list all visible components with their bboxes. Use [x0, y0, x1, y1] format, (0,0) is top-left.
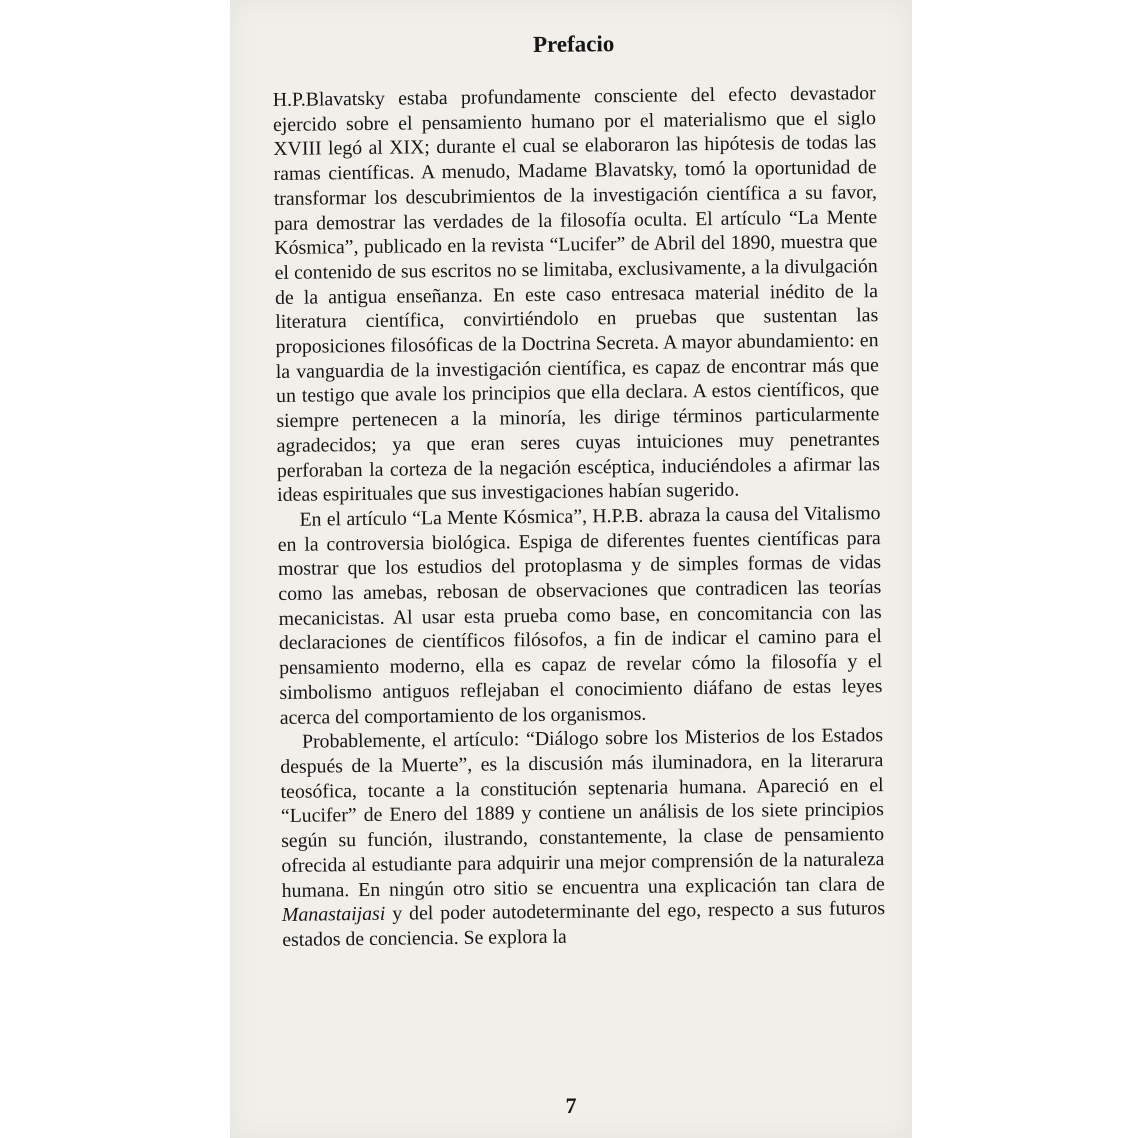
page-content — [272, 27, 885, 952]
paragraph-1: H.P.Blavatsky estaba profundamente consciente del efecto devastador ejercido sobre el pensamiento humano por el materialismo que el siglo XVIII legó al XIX; durante el cual se elaboraron las hipótesis de todas las ramas científicas. A menudo, Madame Blavatsky, tomó la oportunidad de transformar los descubrimientos de la investigación científica a su favor, para demostrar las verdades de la filosofía oculta. El artículo “La Mente Kósmica”, publicado en la revista “Lucifer” de Abril del 1890, muestra que el contenido de sus escritos no se limitaba, exclusivamente, a la divulgación de la antigua enseñanza. En este caso entresaca material inédito de la literatura científica, convirtiéndolo en pruebas que sustentan las proposiciones filosóficas de la Doctrina Secreta. A mayor abundamiento: en la vanguardia de la investigación científica, es capaz de encontrar más que un testigo que avale los principios que ella declara. A estos científicos, que siempre pertenecen a la minoría, les dirige términos particularmente agradecidos; ya que eran seres cuyas intuiciones muy penetrantes perforaban la corteza de la negación escéptica, induciéndoles a afirmar las ideas espirituales que sus investigaciones habían sugerido. — [272, 82, 881, 507]
paragraph-3 — [280, 723, 885, 952]
book-page — [230, 0, 912, 1138]
paragraph-3-italic-term: Manastaijasi — [281, 902, 386, 927]
paragraph-2: En el artículo “La Mente Kósmica”, H.P.B. abraza la causa del Vitalismo en la controversia biológica. Espiga de diferentes fuentes científicas para mostrar que los estudios del protoplasma y de simples formas de vidas como las amebas, rebosan de observaciones que contradicen las teorías mecanicistas. Al usar esta prueba como base, en concomitancia con las declaraciones de científicos filósofos, a fin de indicar el camino para el pensamiento moderno, ella es capaz de revelar cómo la filosofía y el simbolismo antiguos reflejaban el conocimiento diáfano de estas leyes acerca del comportamiento de los organismos. — [277, 502, 883, 729]
page-number: 7 — [565, 1093, 577, 1118]
paragraph-3-text-end: y del poder autodeterminante del ego, respecto a sus futuros estados de conciencia. Se explora la — [282, 897, 886, 951]
paragraph-3-text-start: Probablemente, el artículo: “Diálogo sobre los Misterios de los Estados después de la Muerte”, es la discusión más iluminadora, en la literarura teosófica, tocante a la constitución septenaria humana. Apareció en el “Lucifer” de Enero del 1889 y contiene un análisis de los siete principios según su función, ilustrando, constantemente, la clase de pensamiento ofrecida al estudiante para adquirir una mejor comprensión de la naturaleza humana. En ningún otro sitio se encuentra una explicación tan clara de — [280, 724, 885, 902]
page-title: Prefacio — [532, 31, 615, 58]
